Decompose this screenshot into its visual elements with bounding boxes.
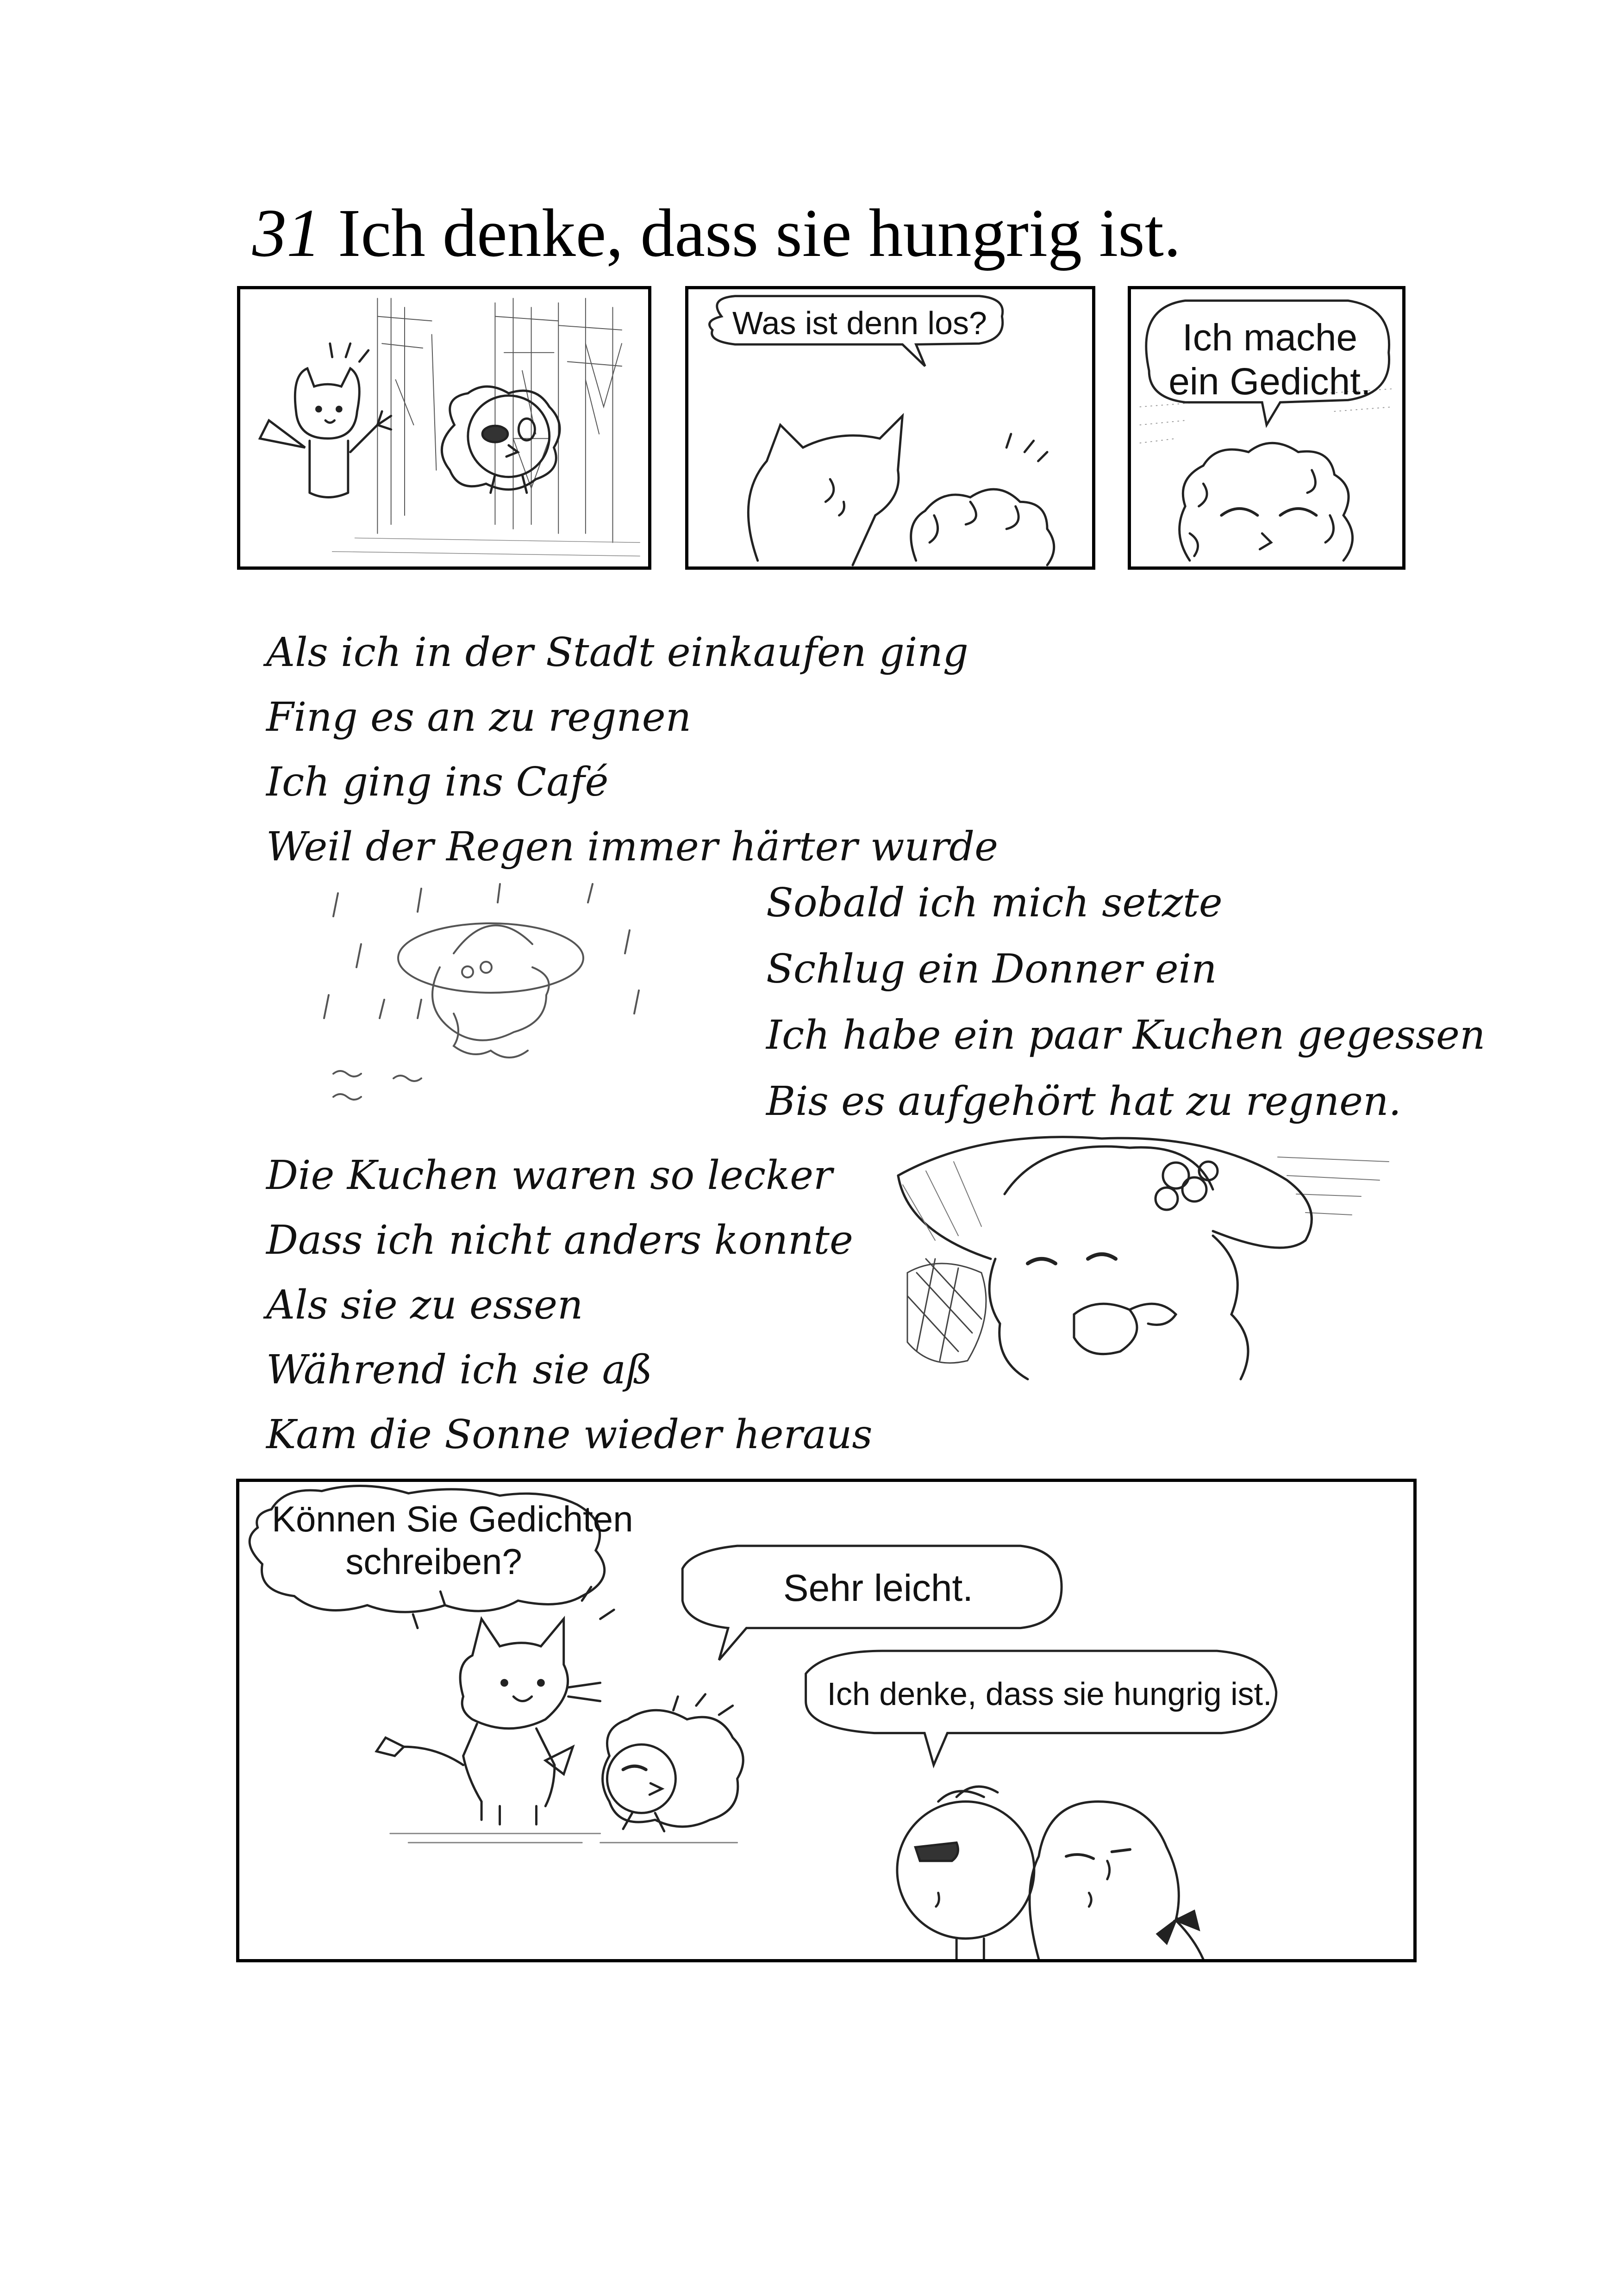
bird-character bbox=[600, 1694, 743, 1843]
poem-stanza-3 bbox=[266, 1143, 872, 1467]
comic-panel-3 bbox=[1128, 286, 1405, 570]
poem-line: Schlug ein Donner ein bbox=[766, 946, 1217, 992]
poem-stanza-1 bbox=[266, 620, 998, 879]
comic-panel-1 bbox=[237, 286, 651, 570]
comic-panel-2 bbox=[685, 286, 1095, 570]
page-title bbox=[252, 195, 1181, 271]
speech-bubble-text-line1: Ich mache bbox=[1182, 317, 1358, 359]
poem-stanza-2 bbox=[766, 870, 1485, 1135]
street-scene-drawing bbox=[240, 289, 648, 566]
speech-bubble-text: Was ist denn los? bbox=[732, 305, 987, 341]
poem-line: Als ich in der Stadt einkaufen ging bbox=[266, 629, 968, 676]
poem-line: Als sie zu essen bbox=[266, 1282, 583, 1328]
poem-line: Ich habe ein paar Kuchen gegessen bbox=[766, 1012, 1486, 1058]
poem-line: Bis es aufgehört hat zu regnen. bbox=[766, 1078, 1401, 1125]
cat-character bbox=[376, 1587, 614, 1842]
speech-bubble-text: Ich denke, dass sie hungrig ist. bbox=[827, 1676, 1272, 1712]
poem-line: Dass ich nicht anders konnte bbox=[266, 1217, 853, 1263]
poem-line: Die Kuchen waren so lecker bbox=[266, 1152, 833, 1199]
comic-panel-4 bbox=[236, 1479, 1417, 1962]
poem-line: Weil der Regen immer härter wurde bbox=[266, 824, 999, 870]
woman-eating-cake-sketch bbox=[889, 1120, 1398, 1407]
cat-character bbox=[260, 343, 391, 497]
speech-bubble-text-line2: ein Gedicht. bbox=[1168, 361, 1371, 403]
poem-line: Ich ging ins Café bbox=[266, 759, 609, 805]
poem-line: Kam die Sonne wieder heraus bbox=[266, 1412, 873, 1458]
chapter-title: Ich denke, dass sie hungrig ist. bbox=[338, 195, 1181, 271]
speech-bubble-text: Sehr leicht. bbox=[783, 1567, 974, 1609]
poem-line: Fing es an zu regnen bbox=[266, 694, 692, 740]
poem-line: Sobald ich mich setzte bbox=[766, 880, 1223, 926]
hat-flowers bbox=[1156, 1162, 1218, 1210]
bird-face-closeup bbox=[897, 1786, 1034, 1959]
rain-woman-sketch bbox=[315, 875, 676, 1115]
bird-character bbox=[442, 386, 560, 493]
poem-line: Während ich sie aß bbox=[266, 1347, 653, 1393]
speech-bubble-text-line2: schreiben? bbox=[345, 1541, 522, 1582]
woman-face bbox=[1030, 1802, 1203, 1959]
chapter-number: 31 bbox=[252, 195, 321, 271]
speech-bubble-text-line1: Können Sie Gedichten bbox=[272, 1499, 633, 1539]
